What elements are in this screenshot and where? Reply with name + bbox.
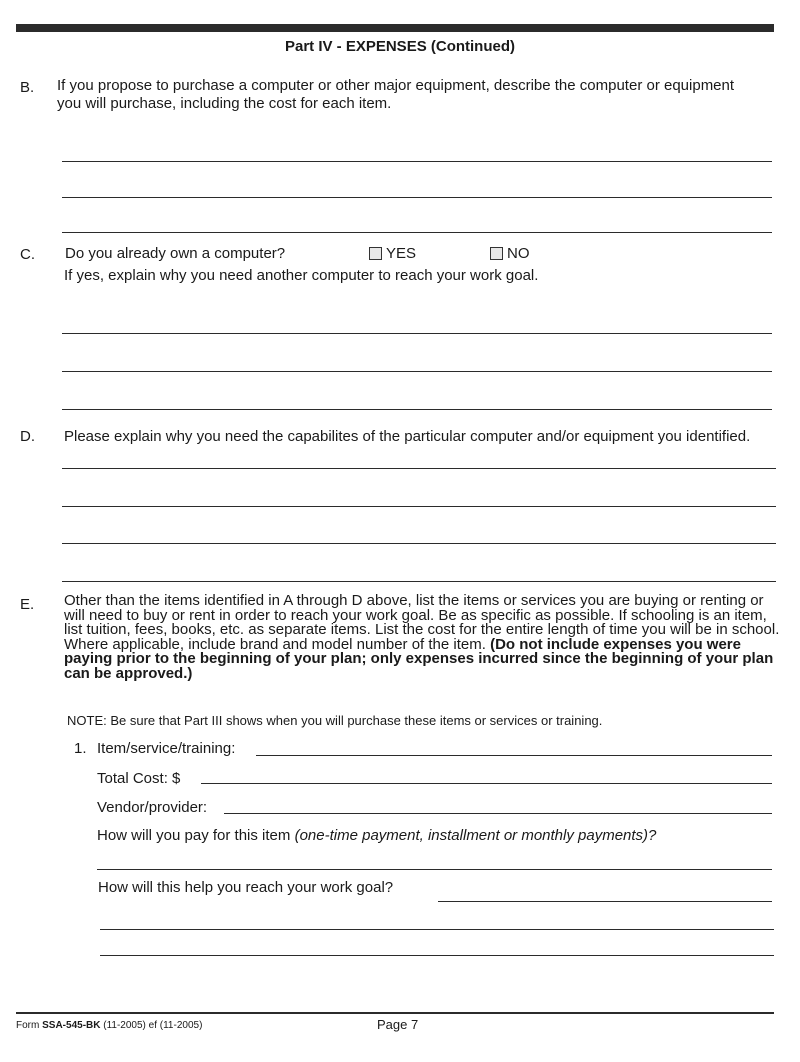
section-b-answer-line-2[interactable] bbox=[62, 197, 772, 198]
item-number: 1. bbox=[74, 740, 87, 757]
top-divider-bar bbox=[16, 24, 774, 32]
section-e-letter: E. bbox=[20, 596, 35, 613]
form-identifier bbox=[16, 1020, 202, 1031]
vendor-input-line[interactable] bbox=[224, 813, 772, 814]
vendor-label: Vendor/provider: bbox=[97, 799, 208, 816]
goal-input-line-2[interactable] bbox=[100, 929, 774, 930]
goal-input-line-3[interactable] bbox=[100, 955, 774, 956]
section-c-answer-line-3[interactable] bbox=[62, 409, 772, 410]
cost-label: Total Cost: $ bbox=[97, 770, 181, 787]
section-d-letter: D. bbox=[20, 428, 35, 445]
form-dates: (11-2005) ef (11-2005) bbox=[103, 1020, 203, 1031]
goal-input-line-1[interactable] bbox=[438, 901, 772, 902]
section-d-answer-line-1[interactable] bbox=[62, 468, 776, 469]
pay-input-line[interactable] bbox=[97, 869, 772, 870]
yes-label: YES bbox=[386, 245, 417, 262]
section-e-body bbox=[64, 594, 780, 681]
section-d-answer-line-2[interactable] bbox=[62, 506, 776, 507]
pay-options-text: (one-time payment, installment or monthly payments)? bbox=[294, 827, 657, 844]
cost-input-line[interactable] bbox=[201, 783, 772, 784]
section-e-bold-text: (Do not include expenses you were paying prior to the beginning of your plan; only expenses incurred since the beginning of your plan can be approved.) bbox=[64, 635, 774, 682]
section-c-question: Do you already own a computer? bbox=[65, 245, 286, 262]
pay-question-text: How will you pay for this item bbox=[97, 827, 291, 844]
section-d-text: Please explain why you need the capabilites of the particular computer and/or equipment you identified. bbox=[64, 428, 751, 445]
item-label: Item/service/training: bbox=[97, 740, 236, 757]
goal-question: How will this help you reach your work goal? bbox=[98, 879, 394, 896]
section-c-followup: If yes, explain why you need another computer to reach your work goal. bbox=[64, 267, 539, 284]
section-c-letter: C. bbox=[20, 246, 35, 263]
section-e-text: Other than the items identified in A through D above, list the items or services you are buying or renting or will need to buy or rent in order to reach your work goal. Be as specific as possible. If schooling is an item, list tuition, fees, books, etc. as separate items. List the cost for the entire length of time you will be in school. Where applicable, include brand and model number of the item. bbox=[64, 592, 780, 653]
section-d-answer-line-4[interactable] bbox=[62, 581, 776, 582]
yes-checkbox[interactable] bbox=[369, 247, 382, 260]
form-prefix: Form bbox=[16, 1020, 40, 1031]
yes-option[interactable] bbox=[369, 245, 416, 263]
page-title: Part IV - EXPENSES (Continued) bbox=[284, 38, 516, 55]
section-e-note: NOTE: Be sure that Part III shows when you will purchase these items or services or training. bbox=[67, 713, 603, 728]
section-b-letter: B. bbox=[20, 79, 35, 96]
section-c-answer-line-1[interactable] bbox=[62, 333, 772, 334]
pay-question bbox=[97, 827, 656, 845]
no-option[interactable] bbox=[490, 245, 530, 263]
section-b-text: If you propose to purchase a computer or other major equipment, describe the computer or equipment you will purchase, including the cost for each item. bbox=[57, 77, 735, 112]
no-checkbox[interactable] bbox=[490, 247, 503, 260]
page-number: Page 7 bbox=[377, 1017, 419, 1032]
footer-divider bbox=[16, 1012, 774, 1014]
form-id: SSA-545-BK bbox=[42, 1020, 101, 1031]
section-b-answer-line-3[interactable] bbox=[62, 232, 772, 233]
item-input-line[interactable] bbox=[256, 755, 772, 756]
no-label: NO bbox=[507, 245, 530, 262]
section-c-answer-line-2[interactable] bbox=[62, 371, 772, 372]
section-b-answer-line-1[interactable] bbox=[62, 161, 772, 162]
section-d-answer-line-3[interactable] bbox=[62, 543, 776, 544]
